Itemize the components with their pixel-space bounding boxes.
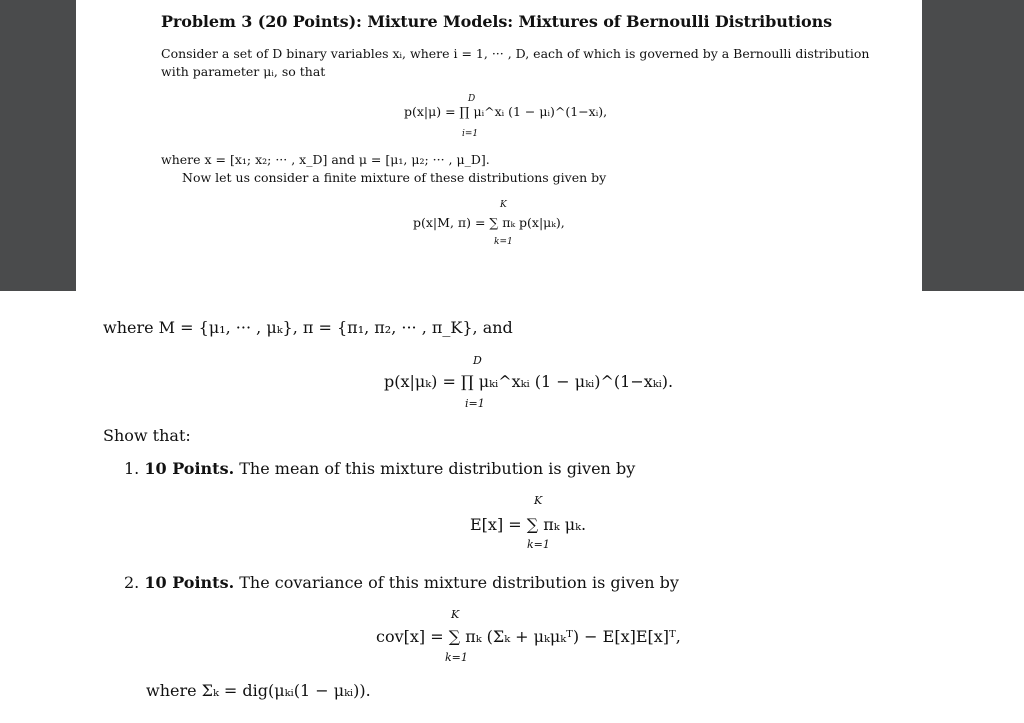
product-upper-limit: D bbox=[468, 94, 476, 104]
sum-lower-limit: k=1 bbox=[445, 651, 468, 664]
equation-covariance bbox=[376, 627, 681, 646]
sum-upper-limit: K bbox=[500, 200, 507, 210]
equation-component bbox=[384, 372, 673, 391]
where-definitions-2: where M = {μ₁, ··· , μₖ}, π = {π₁, π₂, ··· , π_K}, and bbox=[103, 318, 513, 337]
equation-mean bbox=[470, 515, 586, 534]
sum-upper-limit: K bbox=[534, 494, 543, 507]
mixture-intro-line: Now let us consider a finite mixture of these distributions given by bbox=[182, 170, 607, 185]
equation-text: p(x|M, π) = ∑ πₖ p(x|μₖ), bbox=[413, 215, 565, 230]
list-item-2 bbox=[124, 573, 679, 592]
intro-line-1: Consider a set of D binary variables xᵢ, where i = 1, ··· , D, each of which is governed by a Bernoulli distribution bbox=[161, 46, 870, 61]
problem-title: Problem 3 (20 Points): Mixture Models: Mixtures of Bernoulli Distributions bbox=[161, 12, 833, 31]
equation-text: E[x] = ∑ πₖ μₖ. bbox=[470, 515, 587, 534]
equation-bernoulli-product bbox=[404, 104, 607, 119]
list-number: 2. bbox=[124, 573, 140, 592]
product-lower-limit: i=1 bbox=[462, 129, 479, 139]
where-definitions-1: where x = [x₁; x₂; ··· , x_D] and μ = [μ₁, μ₂; ··· , μ_D]. bbox=[161, 152, 490, 167]
list-number: 1. bbox=[124, 459, 140, 478]
sum-lower-limit: k=1 bbox=[494, 237, 513, 247]
list-item-1 bbox=[124, 459, 635, 478]
points-label: 10 Points. bbox=[144, 459, 235, 478]
equation-text: cov[x] = ∑ πₖ (Σₖ + μₖμₖᵀ) − E[x]E[x]ᵀ, bbox=[376, 627, 681, 646]
right-dark-border bbox=[922, 0, 1024, 291]
product-lower-limit: i=1 bbox=[465, 397, 485, 410]
left-dark-border bbox=[0, 0, 76, 291]
show-that-label: Show that: bbox=[103, 426, 191, 445]
intro-line-2: with parameter μᵢ, so that bbox=[161, 64, 326, 79]
equation-mixture bbox=[413, 215, 565, 230]
sum-upper-limit: K bbox=[451, 608, 460, 621]
points-label: 10 Points. bbox=[144, 573, 235, 592]
equation-text: p(x|μ) = ∏ μᵢ^xᵢ (1 − μᵢ)^(1−xᵢ), bbox=[404, 104, 608, 119]
top-paper-snippet bbox=[76, 0, 922, 291]
item-text: The mean of this mixture distribution is given by bbox=[239, 459, 636, 478]
item-text: The covariance of this mixture distribution is given by bbox=[239, 573, 679, 592]
sum-lower-limit: k=1 bbox=[527, 538, 550, 551]
equation-text: p(x|μₖ) = ∏ μₖᵢ^xₖᵢ (1 − μₖᵢ)^(1−xₖᵢ). bbox=[384, 372, 674, 391]
where-definitions-3: where Σₖ = dig(μₖᵢ(1 − μₖᵢ)). bbox=[146, 681, 371, 700]
product-upper-limit: D bbox=[473, 354, 482, 367]
